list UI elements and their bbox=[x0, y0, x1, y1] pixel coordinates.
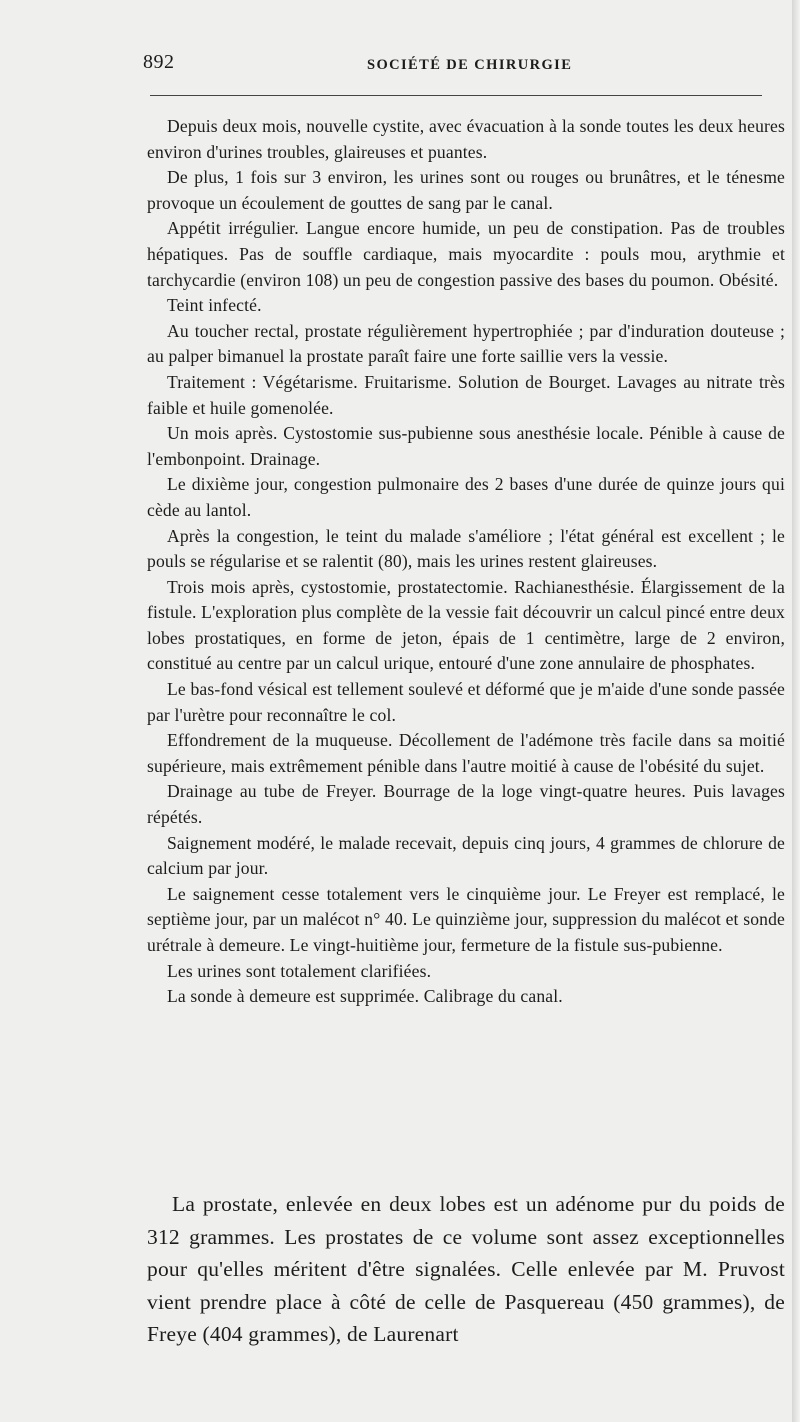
paragraph: Le saignement cesse totalement vers le cinquième jour. Le Freyer est remplacé, le septième jour, par un malécot n° 40. Le quinzième jour, suppression du malécot et sonde urétrale à demeure. Le vingt-huitième jour, fermeture de la fistule sus-pubienne. bbox=[147, 883, 785, 955]
paragraph: Teint infecté. bbox=[167, 295, 262, 316]
paragraph: Les urines sont totalement clarifiées. bbox=[167, 960, 432, 981]
paragraph: La prostate, enlevée en deux lobes est un adénome pur du poids de 312 grammes. Les prostates de ce volume sont assez exceptionnelles pour qu'elles méritent d'être signalées. Celle enlevée par M. Pruvost vient prendre place à côté de celle de Pasquereau (450 grammes), de Freye (404 grammes), de Laurenart bbox=[147, 1192, 785, 1346]
page-number: 892 bbox=[143, 51, 175, 73]
paragraph: Un mois après. Cystostomie sus-pubienne sous anesthésie locale. Pénible à cause de l'embonpoint. Drainage. bbox=[147, 423, 785, 469]
paragraph: Le bas-fond vésical est tellement soulevé et déformé que je m'aide d'une sonde passée par l'urètre pour reconnaître le col. bbox=[147, 679, 785, 725]
body-text bbox=[147, 1188, 785, 1351]
paragraph: Appétit irrégulier. Langue encore humide, un peu de constipation. Pas de troubles hépatiques. Pas de souffle cardiaque, mais myocardite : pouls mou, arythmie et tarchycardie (environ 108) un peu de congestion passive des bases du poumon. Obésité. bbox=[147, 218, 785, 290]
paragraph: Traitement : Végétarisme. Fruitarisme. Solution de Bourget. Lavages au nitrate très faible et huile gomenolée. bbox=[147, 371, 785, 418]
paragraph: Effondrement de la muqueuse. Décollement de l'adémone très facile dans sa moitié supérieure, mais extrêmement pénible dans l'autre moitié à cause de l'obésité du sujet. bbox=[147, 730, 785, 776]
paragraph: Drainage au tube de Freyer. Bourrage de la loge vingt-quatre heures. Puis lavages répétés. bbox=[147, 781, 785, 828]
page-edge bbox=[792, 0, 800, 1422]
paragraph: Après la congestion, le teint du malade s'améliore ; l'état général est excellent ; le pouls se régularise et se ralentit (80), mais les urines restent glaireuses. bbox=[147, 525, 785, 572]
paragraph: De plus, 1 fois sur 3 environ, les urines sont ou rouges ou brunâtres, et le ténesme provoque un écoulement de gouttes de sang par le canal. bbox=[147, 167, 785, 213]
paragraph: Depuis deux mois, nouvelle cystite, avec évacuation à la sonde toutes les deux heures environ d'urines troubles, glaireuses et puantes. bbox=[147, 116, 785, 162]
paragraph: Trois mois après, cystostomie, prostatectomie. Rachianesthésie. Élargissement de la fistule. L'exploration plus complète de la vessie fait découvrir un calcul pincé entre deux lobes prostatiques, en forme de jeton, épais de 1 centimètre, large de 2 environ, constitué au centre par un calcul urique, entouré d'une zone annulaire de phosphates. bbox=[147, 576, 785, 674]
header-rule bbox=[150, 95, 762, 96]
paragraph: Le dixième jour, congestion pulmonaire des 2 bases d'une durée de quinze jours qui cède au lantol. bbox=[147, 474, 785, 520]
paragraph: Saignement modéré, le malade recevait, depuis cinq jours, 4 grammes de chlorure de calcium par jour. bbox=[147, 832, 785, 879]
observation-text bbox=[147, 114, 785, 1010]
paragraph: La sonde à demeure est supprimée. Calibrage du canal. bbox=[167, 986, 563, 1007]
paragraph: Au toucher rectal, prostate régulièrement hypertrophiée ; par d'induration douteuse ; au palper bimanuel la prostate paraît faire une forte saillie vers la vessie. bbox=[147, 320, 785, 367]
running-head: SOCIÉTÉ DE CHIRURGIE bbox=[367, 57, 573, 73]
